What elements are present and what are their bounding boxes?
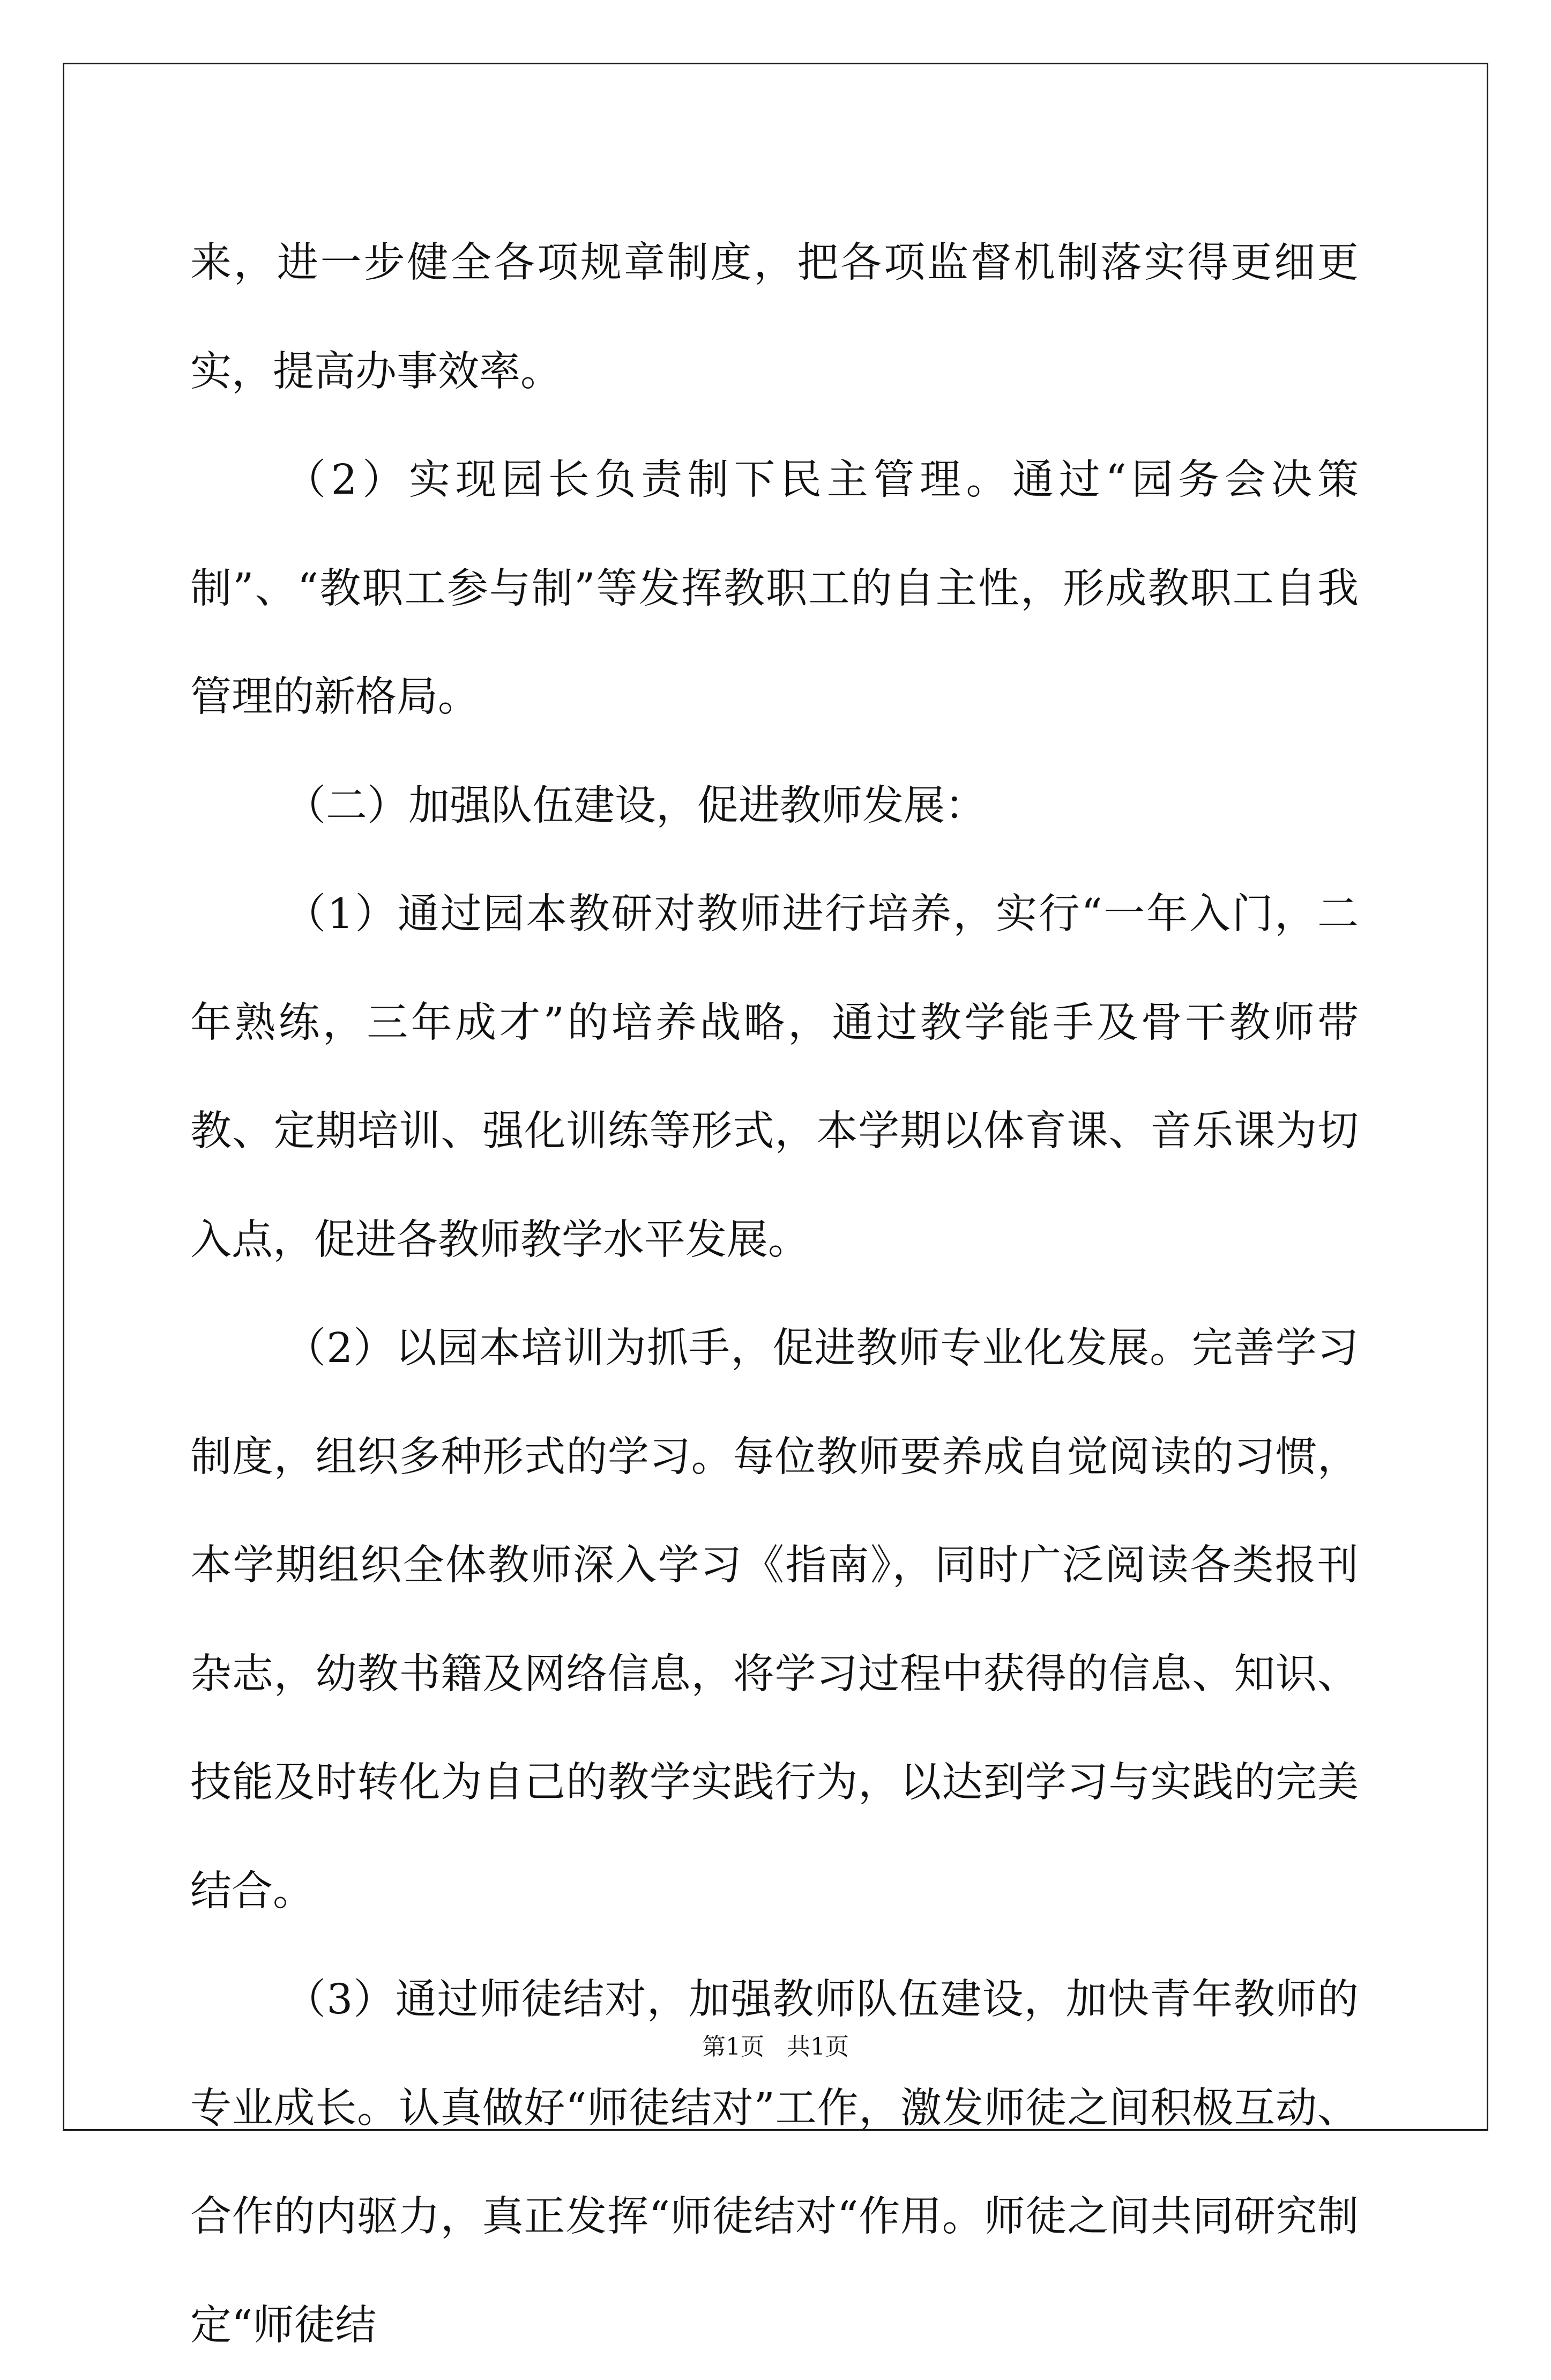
section-heading: （二）加强队伍建设，促进教师发展： <box>285 782 986 830</box>
paragraph-4: （2）以园本培训为抓手，促进教师专业化发展。完善学习制度，组织多种形式的学习。每位教师要养成自觉阅读的习惯，本学期组织全体教师深入学习《指南》，同时广泛阅读各类报刊杂志，幼教书籍及网络信息，将学习过程中获得的信息、知识、技能及时转化为自己的教学实践行为，以达到学习与实践的完美结合。 <box>190 1325 1359 1915</box>
paragraph-3: （1）通过园本教研对教师进行培养，实行“一年入门，二年熟练，三年成才”的培养战略，通过教学能手及骨干教师带教、定期培训、强化训练等形式，本学期以体育课、音乐课为切入点，促进各教师教学水平发展。 <box>190 890 1359 1264</box>
paragraph-2: （2）实现园长负责制下民主管理。通过“园务会决策制”、“教职工参与制”等发挥教职工的自主性，形成教职工自我管理的新格局。 <box>190 456 1359 721</box>
paragraph-1: 来，进一步健全各项规章制度，把各项监督机制落实得更细更实，提高办事效率。 <box>190 239 1359 396</box>
page-number: 第1页 共1页 <box>702 2033 849 2061</box>
paragraph-5: （3）通过师徒结对，加强教师队伍建设，加快青年教师的专业成长。认真做好“师徒结对”工作，激发师徒之间积极互动、合作的内驱力，真正发挥“师徒结对“作用。师徒之间共同研究制定“师徒结 <box>190 1976 1359 2349</box>
